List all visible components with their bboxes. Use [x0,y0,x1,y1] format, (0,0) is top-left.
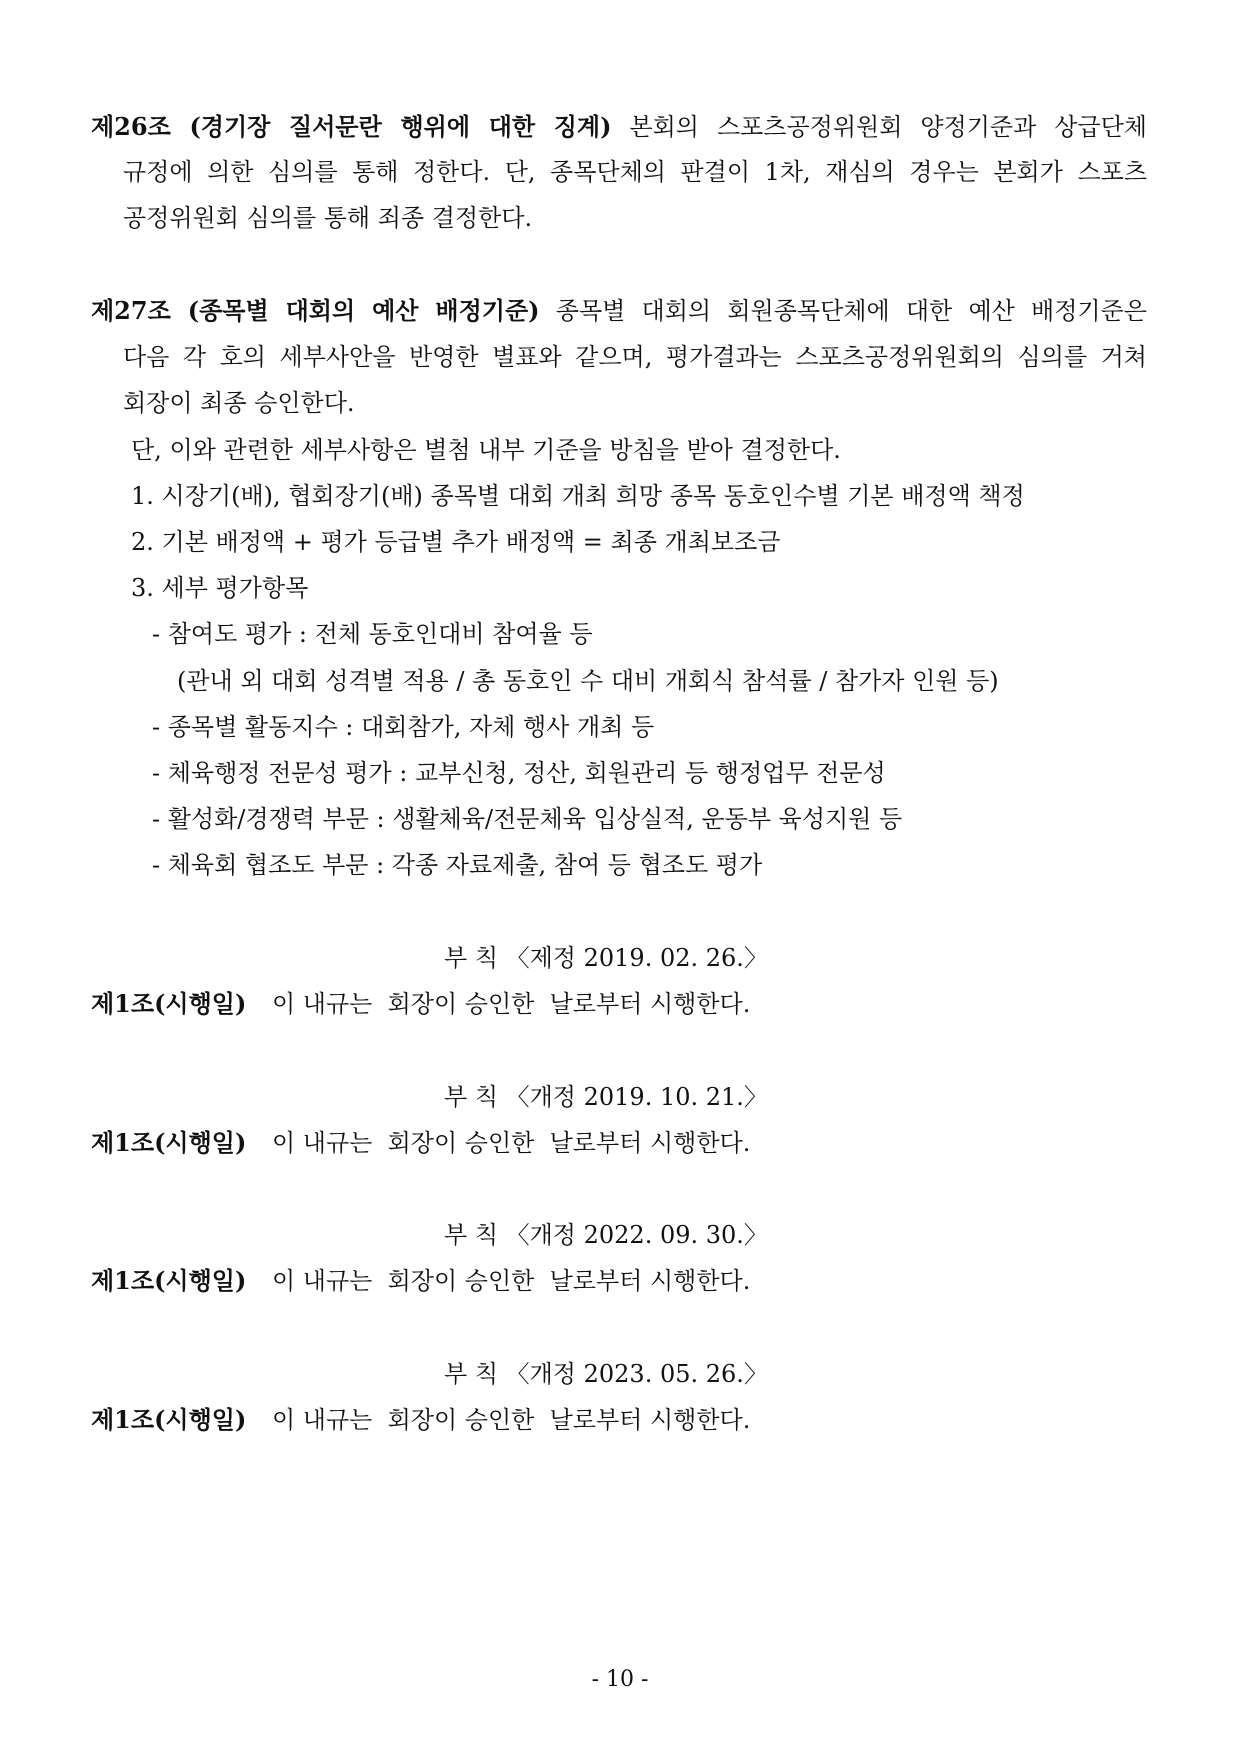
supplementary-title: 부 칙 〈제정 2019. 02. 26.〉 [444,944,768,972]
article-27-text: 종목별 대회의 회원종목단체에 대한 예산 배정기준은 [555,297,1147,325]
supplementary-article-text: 이 내규는 회장이 승인한 날로부터 시행한다. [271,990,751,1018]
supplementary-article [91,987,750,1021]
page-number: - 10 - [591,1667,649,1692]
article-26-heading: 제26조 (경기장 질서문란 행위에 대한 징계) [91,112,612,141]
supplementary-article [91,1264,750,1298]
supplementary-article-label: 제1조(시행일) [91,1405,247,1434]
sub-list-item: - 활성화/경쟁력 부문 : 생활체육/전문체육 입상실적, 운동부 육성지원 등 [152,805,903,833]
article-27-heading: 제27조 (종목별 대회의 예산 배정기준) [91,296,540,325]
article-26-line-2: 규정에 의한 심의를 통해 정한다. 단, 종목단체의 판결이 1차, 재심의 경우는 본회가 스포츠 [123,158,1147,186]
article-26-line-1 [91,110,1147,144]
article-27-line-3: 회장이 최종 승인한다. [123,389,355,417]
sub-list-item: - 참여도 평가 : 전체 동호인대비 참여율 등 [152,620,593,648]
supplementary-article-text: 이 내규는 회장이 승인한 날로부터 시행한다. [271,1129,751,1157]
supplementary-article-text: 이 내규는 회장이 승인한 날로부터 시행한다. [271,1267,751,1295]
sub-list-item: - 체육행정 전문성 평가 : 교부신청, 정산, 회원관리 등 행정업무 전문성 [152,759,886,787]
supplementary-article [91,1126,750,1160]
list-item: 2. 기본 배정액 + 평가 등급별 추가 배정액 = 최종 개최보조금 [131,528,781,556]
list-item: 1. 시장기(배), 협회장기(배) 종목별 대회 개최 희망 종목 동호인수별 기본 배정액 책정 [131,482,1025,510]
supplementary-title: 부 칙 〈개정 2019. 10. 21.〉 [444,1083,768,1111]
sub-list-item: - 체육회 협조도 부문 : 각종 자료제출, 참여 등 협조도 평가 [152,851,763,879]
article-27-line-2: 다음 각 호의 세부사안을 반영한 별표와 같으며, 평가결과는 스포츠공정위원회의 심의를 거쳐 [123,343,1147,371]
article-26-line-3: 공정위원회 심의를 통해 죄종 결정한다. [123,204,533,232]
article-27-line-1 [91,294,1147,328]
supplementary-article-label: 제1조(시행일) [91,1266,247,1295]
supplementary-article [91,1403,750,1437]
article-26-text: 본회의 스포츠공정위원회 양정기준과 상급단체 [629,113,1147,141]
supplementary-article-label: 제1조(시행일) [91,989,247,1018]
supplementary-title: 부 칙 〈개정 2022. 09. 30.〉 [444,1221,768,1249]
supplementary-article-text: 이 내규는 회장이 승인한 날로부터 시행한다. [271,1406,751,1434]
supplementary-article-label: 제1조(시행일) [91,1128,247,1157]
sub-list-note: (관내 외 대회 성격별 적용 / 총 동호인 수 대비 개회식 참석률 / 참가자 인원 등) [177,667,999,695]
supplementary-title: 부 칙 〈개정 2023. 05. 26.〉 [444,1360,768,1388]
article-27-note: 단, 이와 관련한 세부사항은 별첨 내부 기준을 방침을 받아 결정한다. [131,436,841,464]
list-item: 3. 세부 평가항목 [131,574,309,602]
sub-list-item: - 종목별 활동지수 : 대회참가, 자체 행사 개최 등 [152,713,655,741]
